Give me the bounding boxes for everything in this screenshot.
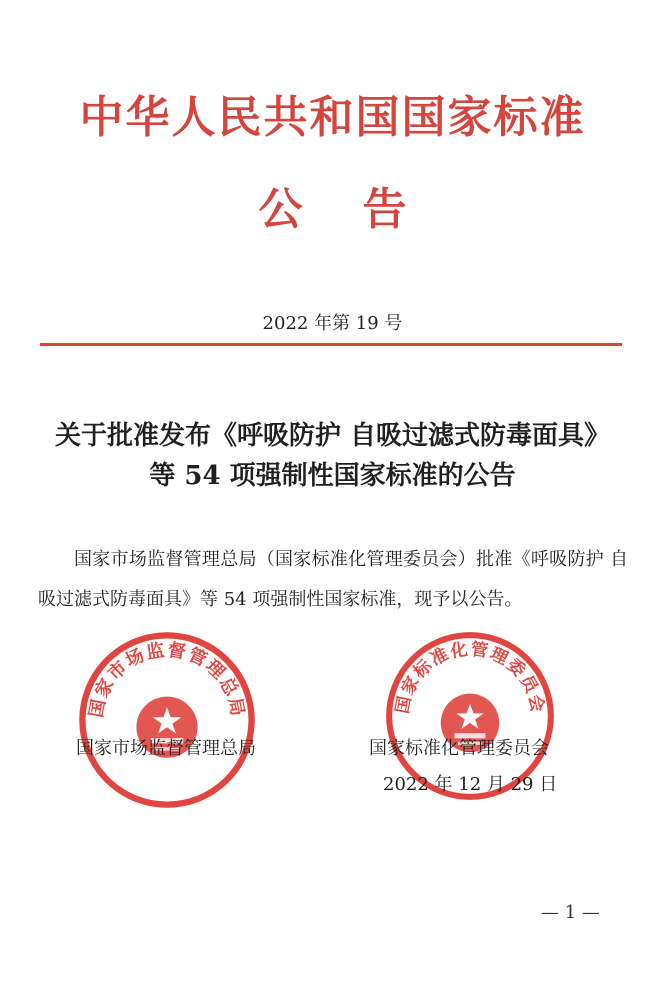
seal-2-ring-text: 国家标准化管理委员会 (392, 639, 548, 716)
notice-title-line-2: 等 54 项强制性国家标准的公告 (149, 461, 516, 491)
announcement-heading: 公告 (258, 184, 467, 235)
document-number: 2022 年第 19 号 (262, 313, 403, 334)
notice-title (0, 416, 665, 496)
signature-org-samr: 国家市场监督管理总局 (76, 738, 256, 759)
notice-title-line-1: 关于批准发布《呼吸防护 自吸过滤式防毒面具》 (54, 421, 611, 451)
signature-org-sac: 国家标准化管理委员会 (369, 738, 549, 759)
body-paragraph: 国家市场监督管理总局（国家标准化管理委员会）批准《呼吸防护 自吸过滤式防毒面具》等 54 项强制性国家标准，现予以公告。 (38, 549, 628, 610)
seal-1-graphic (77, 630, 257, 810)
red-divider-line (40, 343, 622, 346)
seal-1-ring-text: 国家市场监督管理总局 (85, 639, 249, 720)
page-number: — 1 — (541, 902, 600, 923)
standard-header-title: 中华人民共和国国家标准 (79, 92, 586, 143)
signature-date: 2022 年 12 月 29 日 (383, 774, 558, 795)
official-seal-samr (77, 630, 257, 810)
